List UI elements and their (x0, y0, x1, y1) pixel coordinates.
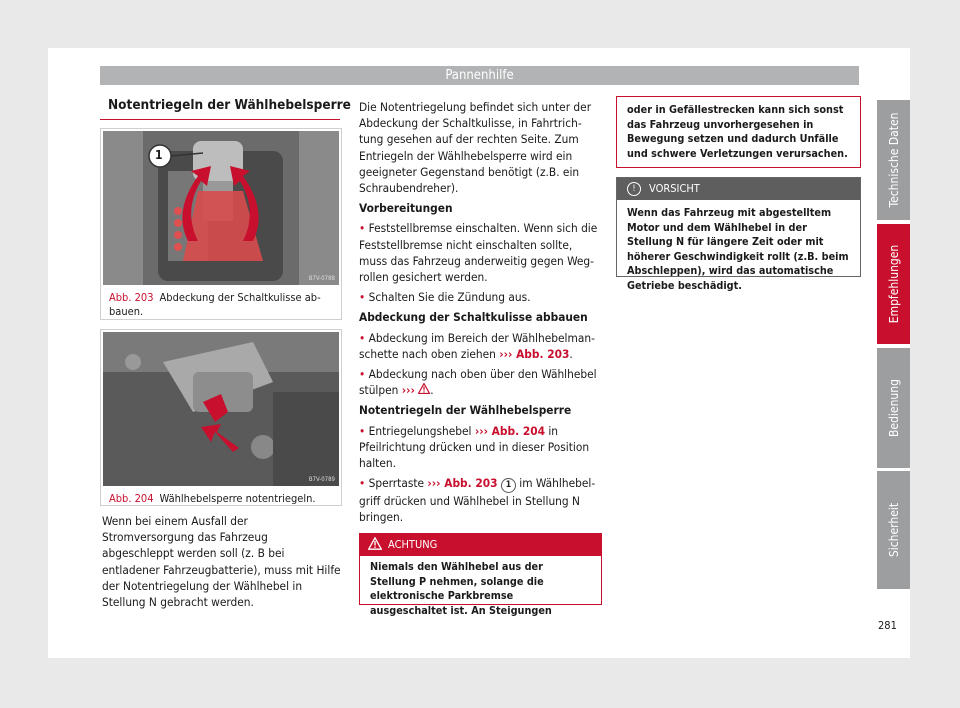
figure-204-image (103, 332, 339, 486)
achtung-continued-text: oder in Gefällestrecken kann sich sonst das Fahrzeug unvorhergesehen in Bewegung setzen und dadurch Unfälle und schwere Verletzungen verursachen. (627, 103, 848, 160)
intro-text: Wenn bei einem Ausfall der Stromversorgung das Fahrzeug abgeschleppt werden soll (z. B bei entladener Fahrzeugbatterie), muss mit Hilfe der Notentriegelung der Wählhebel in Stellung N gebracht werden. (102, 514, 341, 610)
heading-notentriegeln: Notentriegeln der Wählhebelsperre (359, 403, 572, 418)
achtung-text: Niemals den Wählhebel aus der Stellung P nehmen, solange die elektronische Parkbremse ausgeschaltet ist. An Steigungen (370, 560, 552, 617)
figure-203-number: Abb. 203 (109, 291, 154, 304)
section-title: Notentriegeln der Wählhebelsperre (108, 97, 351, 113)
vorsicht-box (616, 177, 861, 292)
heading-vorbereitungen: Vorbereitungen (359, 201, 453, 216)
achtung-header (360, 534, 601, 556)
figure-203-image (103, 131, 339, 285)
middle-column (359, 99, 602, 530)
bullet-sperrtaste: • Sperrtaste ››› Abb. 203 1 im Wählhebelgriff drücken und Wählhebel in Stellung N bringen. (359, 475, 602, 525)
intro-paragraph (102, 513, 342, 614)
figure-203-code: B7V-0788 (308, 275, 335, 282)
bullet-abdeckung-ziehen: • Abdeckung im Bereich der Wählhebelmanschette nach oben ziehen ››› Abb. 203. (359, 330, 602, 362)
achtung-box (359, 533, 602, 617)
figure-204 (100, 329, 342, 506)
page-number: 281 (878, 619, 897, 632)
tab-bedienung[interactable]: Bedienung (877, 348, 910, 468)
figure-204-number: Abb. 204 (109, 492, 154, 505)
figure-204-caption-text: Wählhebelsperre notentriegeln. (159, 492, 316, 505)
tab-technische-daten[interactable]: Technische Daten (877, 100, 910, 220)
xref-warning[interactable]: ››› (401, 383, 415, 398)
callout-1: 1 (155, 148, 163, 162)
vorsicht-label: VORSICHT (649, 182, 700, 195)
info-icon: ! (627, 182, 641, 196)
vorsicht-text: Wenn das Fahrzeug mit abgestelltem Motor und dem Wählhebel in der Stellung N für längere Zeit oder mit höherer Geschwindigkeit rollt (z.B. beim Abschleppen), wird das automatische Getriebe beschädigt. (627, 206, 849, 292)
vorsicht-header (617, 178, 860, 200)
figure-203-caption-text: Abdeckung der Schaltkulisse abbauen. (109, 291, 321, 318)
bullet-zuendung: • Schalten Sie die Zündung aus. (359, 289, 602, 305)
bullet-abdeckung-stuelpen: • Abdeckung nach oben über den Wählhebel stülpen ››› . (359, 366, 602, 398)
bullet-entriegelungshebel: • Entriegelungshebel ››› Abb. 204 in Pfeilrichtung drücken und in dieser Position halten. (359, 423, 602, 472)
xref-abb-204[interactable]: ››› Abb. 204 (474, 423, 545, 438)
title-rule (100, 119, 340, 120)
xref-abb-203[interactable]: ››› Abb. 203 (499, 346, 570, 361)
figure-203 (100, 128, 342, 320)
tab-empfehlungen[interactable]: Empfehlungen (877, 224, 910, 344)
heading-abdeckung: Abdeckung der Schaltkulisse abbauen (359, 310, 588, 325)
warning-icon (418, 383, 430, 394)
warning-triangle-icon (368, 537, 382, 550)
achtung-label: ACHTUNG (388, 538, 438, 551)
figure-204-code: B7V-0789 (308, 476, 335, 483)
xref-abb-203-b[interactable]: ››› Abb. 203 (427, 476, 498, 491)
figure-204-caption (109, 492, 335, 506)
chapter-header: Pannenhilfe (100, 66, 859, 85)
mid-paragraph-1: Die Notentriegelung befindet sich unter der Abdeckung der Schaltkulisse, in Fahrtrichtung gesehen auf der rechten Seite. Zum Entriegeln der Wählhebelsperre wird ein geeigneter Gegenstand benötigt (z.B. ein Schraubendreher). (359, 100, 592, 196)
callout-circle-1: 1 (501, 478, 516, 493)
achtung-continued-box (616, 96, 861, 168)
tab-sicherheit[interactable]: Sicherheit (877, 471, 910, 589)
bullet-feststellbremse: • Feststellbremse einschalten. Wenn sich die Feststellbremse nicht einschalten sollte, muss das Fahrzeug anderweitig gegen Wegrollen gesichert werden. (359, 220, 602, 285)
figure-203-caption (109, 291, 335, 319)
